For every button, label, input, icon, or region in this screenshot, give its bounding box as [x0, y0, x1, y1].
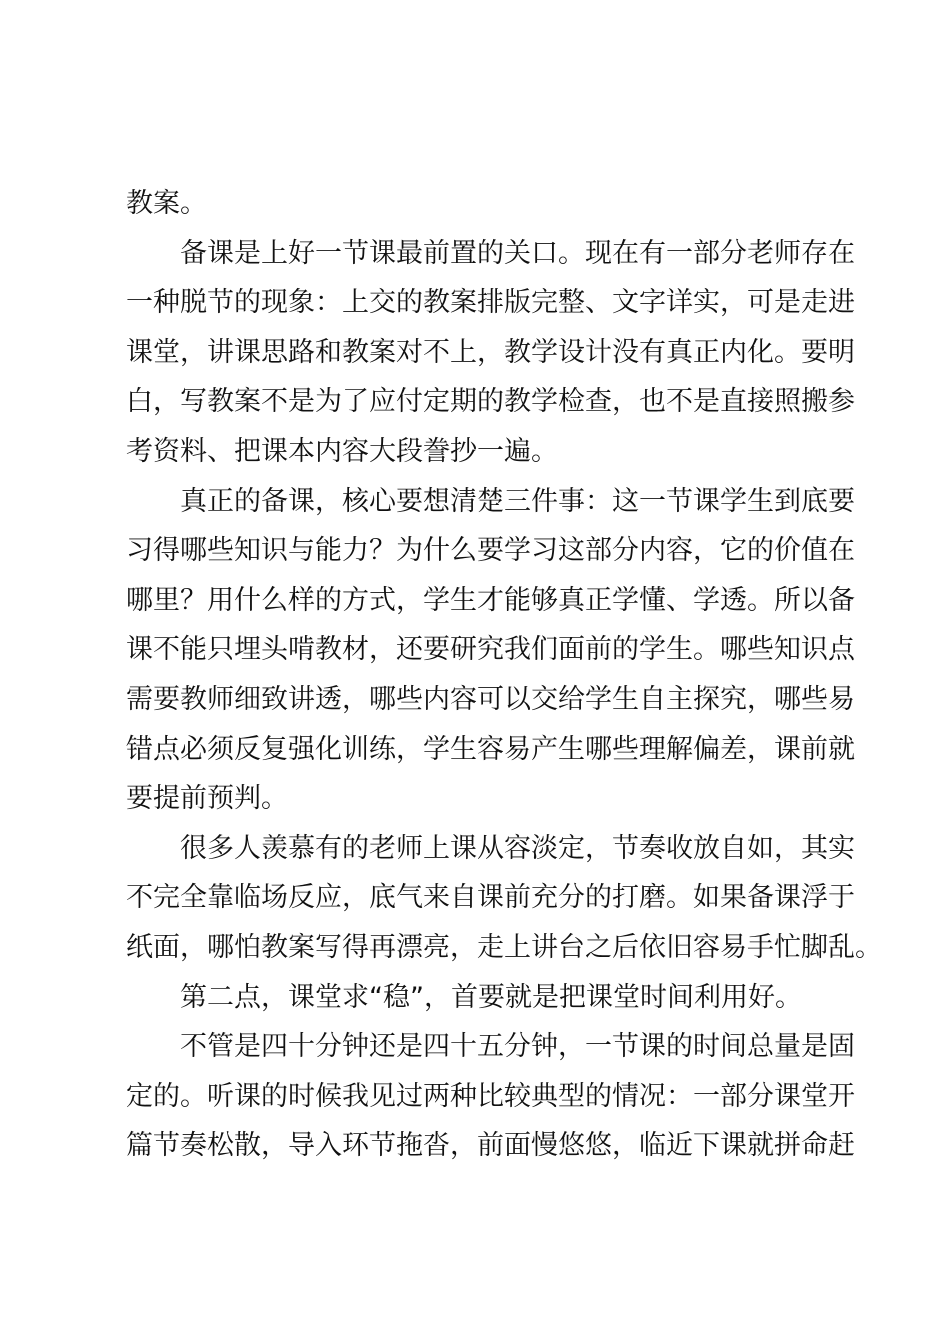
- text-line: 课堂，讲课思路和教案对不上，教学设计没有真正内化。要明: [126, 336, 855, 368]
- text-line: 错点必须反复强化训练，学生容易产生哪些理解偏差，课前就: [126, 733, 855, 765]
- text-line: 课不能只埋头啃教材，还要研究我们面前的学生。哪些知识点: [126, 634, 855, 666]
- text-line: 纸面，哪怕教案写得再漂亮，走上讲台之后依旧容易手忙脚乱。: [126, 931, 882, 963]
- text-line: 不完全靠临场反应，底气来自课前充分的打磨。如果备课浮于: [126, 882, 855, 914]
- text-line: 篇节奏松散，导入环节拖沓，前面慢悠悠，临近下课就拼命赶: [126, 1130, 855, 1162]
- text-line: 教案。: [126, 188, 207, 219]
- text-line: 哪里？用什么样的方式，学生才能够真正学懂、学透。所以备: [126, 584, 855, 616]
- text-line: 一种脱节的现象：上交的教案排版完整、文字详实，可是走进: [126, 287, 855, 319]
- text-line: 第二点，课堂求“稳”，首要就是把课堂时间利用好。: [180, 981, 802, 1013]
- body-text: [126, 179, 882, 1171]
- text-line: 白，写教案不是为了应付定期的教学检查，也不是直接照搬参: [126, 386, 855, 418]
- text-line: 定的。听课的时候我见过两种比较典型的情况：一部分课堂开: [126, 1080, 855, 1112]
- text-line: 需要教师细致讲透，哪些内容可以交给学生自主探究，哪些易: [126, 683, 855, 715]
- text-line: 真正的备课，核心要想清楚三件事：这一节课学生到底要: [180, 485, 855, 517]
- text-line: 很多人羡慕有的老师上课从容淡定，节奏收放自如，其实: [180, 832, 855, 864]
- text-line: 备课是上好一节课最前置的关口。现在有一部分老师存在: [180, 237, 855, 269]
- text-line: 习得哪些知识与能力？为什么要学习这部分内容，它的价值在: [126, 535, 855, 567]
- text-line: 要提前预判。: [126, 783, 288, 815]
- text-line: 考资料、把课本内容大段誊抄一遍。: [126, 435, 558, 467]
- text-line: 不管是四十分钟还是四十五分钟，一节课的时间总量是固: [180, 1031, 855, 1063]
